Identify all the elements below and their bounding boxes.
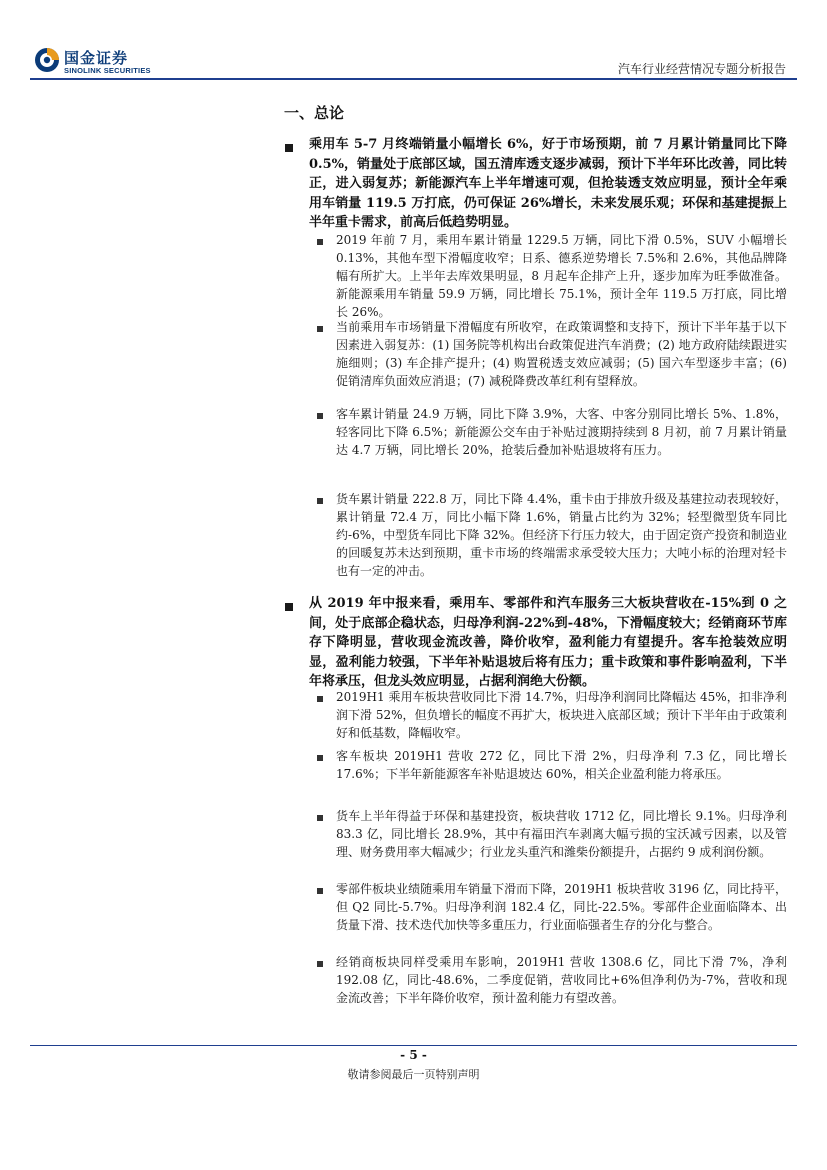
sub-bullet-marker [317,498,323,504]
logo-english-text: SINOLINK SECURITIES [64,66,151,75]
section-title: 一、总论 [284,104,345,122]
main-point-2: 从 2019 年中报来看，乘用车、零部件和汽车服务三大板块营收在-15%到 0 之间，处于底部企稳状态，归母净利润-22%到-48%，下滑幅度较大；经销商环节库存下降明显，营收现金流改善，降价收窄，盈利能力有望提升。客车抢装效应明显，盈利能力较强，下半年补贴退坡后将有压力；重卡政策和事件影响盈利，下半年将承压，但龙头效应明显，占据利润绝大份额。 [309,596,787,689]
sub-bullet-marker [317,815,323,821]
report-title: 汽车行业经营情况专题分析报告 [617,62,786,76]
main-point-1: 乘用车 5-7 月终端销量小幅增长 6%，好于市场预期，前 7 月累计销量同比下降 0.5%，销量处于底部区域，国五清库透支逐步减弱，预计下半年环比改善，同比转正，进入弱复苏；新能源汽车上半年增速可观，但抢装透支效应明显，预计全年乘用车销量 119.5 万打底，仍可保证 26%增长，未来发展乐观；环保和基建提振上半年重卡需求，前高后低趋势明显。 [309,137,787,230]
sub-point-2-3: 货车上半年得益于环保和基建投资，板块营收 1712 亿，同比增长 9.1%。归母净利 83.3 亿，同比增长 28.9%，其中有福田汽车剥离大幅亏损的宝沃减亏因素，以及管理、财务费用率大幅减少；行业龙头重汽和潍柴份额提升，占据约 9 成利润份额。 [336,809,787,859]
sub-bullet-marker [317,326,323,332]
sub-bullet-marker [317,961,323,967]
page-header [0,0,827,80]
sub-point-1-1: 2019 年前 7 月，乘用车累计销量 1229.5 万辆，同比下滑 0.5%，SUV 小幅增长 0.13%，其他车型下滑幅度收窄；日系、德系逆势增长 7.5%和 2.6%，其他品牌降幅有所扩大。上半年去库效果明显，8 月起车企排产上升，逐步加库为旺季做准备。新能源乘用车销量 59.9 万辆，同比增长 75.1%，预计全年 119.5 万打底，同比增长 26%。 [336,233,787,319]
sub-point-2-1: 2019H1 乘用车板块营收同比下滑 14.7%，归母净利润同比降幅达 45%，扣非净利润下滑 52%，但负增长的幅度不再扩大，板块进入底部区域；预计下半年由于政策利好和低基数，降幅收窄。 [336,690,787,740]
sub-bullet-marker [317,239,323,245]
main-bullet-marker [285,603,293,611]
main-bullet-marker [285,144,293,152]
sub-point-2-5: 经销商板块同样受乘用车影响，2019H1 营收 1308.6 亿，同比下滑 7%，净利 192.08 亿，同比-48.6%，二季度促销，营收同比+6%但净利仍为-7%，营收和现金流改善；下半年降价收窄，预计盈利能力有望改善。 [336,955,787,1005]
sub-point-1-3: 客车累计销量 24.9 万辆，同比下降 3.9%，大客、中客分别同比增长 5%、1.8%，轻客同比下降 6.5%；新能源公交车由于补贴过渡期持续到 8 月初，前 7 月累计销量达 4.7 万辆，同比增长 20%，抢装后叠加补贴退坡将有压力。 [336,407,787,457]
footer-divider [30,1045,797,1046]
sinolink-logo-icon [34,47,60,73]
company-logo [34,47,154,79]
header-divider [30,78,797,80]
sub-point-2-4: 零部件板块业绩随乘用车销量下滑而下降，2019H1 板块营收 3196 亿，同比持平，但 Q2 同比-5.7%。归母净利润 182.4 亿，同比-22.5%。零部件企业面临降本、出货量下滑、技术迭代加快等多重压力，行业面临强者生存的分化与整合。 [336,882,787,932]
sub-point-2-2: 客车板块 2019H1 营收 272 亿，同比下滑 2%，归母净利 7.3 亿，同比增长 17.6%；下半年新能源客车补贴退坡达 60%，相关企业盈利能力将承压。 [336,749,787,781]
sub-bullet-marker [317,755,323,761]
page-number: - 5 - [400,1048,427,1062]
logo-chinese-text: 国金证券 [64,49,129,67]
sub-bullet-marker [317,696,323,702]
sub-point-1-4: 货车累计销量 222.8 万，同比下降 4.4%，重卡由于排放升级及基建拉动表现较好，累计销量 72.4 万，同比小幅下降 1.6%，销量占比约为 32%；轻型微型货车同比约-6%，中型货车同比下降 32%。但经济下行压力较大，由于固定资产投资和制造业的回暖复苏未达到预期，重卡市场的终端需求承受较大压力；大吨小标的治理对轻卡也有一定的冲击。 [336,492,787,578]
footer-disclaimer: 敬请参阅最后一页特别声明 [347,1068,480,1081]
sub-bullet-marker [317,413,323,419]
sub-bullet-marker [317,888,323,894]
sub-point-1-2: 当前乘用车市场销量下滑幅度有所收窄，在政策调整和支持下，预计下半年基于以下因素进入弱复苏：(1) 国务院等机构出台政策促进汽车消费；(2) 地方政府陆续跟进实施细则；(3) 车企排产提升；(4) 购置税透支效应减弱；(5) 国六车型逐步丰富；(6) 促销清库负面效应消退；(7) 减税降费改革红利有望释放。 [336,320,787,388]
